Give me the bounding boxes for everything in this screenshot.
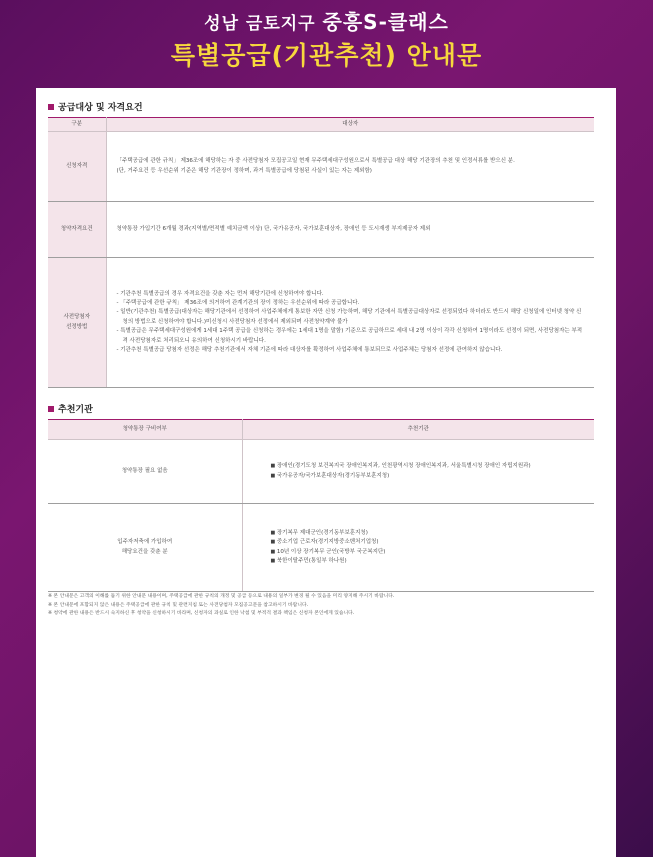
page-title: 특별공급(기관추천) 안내문 (170, 41, 483, 70)
brand-name: 중흥S-클래스 (322, 10, 449, 34)
row-label: 청약통장 필요 없음 (48, 440, 242, 504)
footnote: ※ 본 안내문에 포함되지 않은 내용은 주택공급에 관한 규칙 및 관련지침 또는 사전당첨자 모집공고문을 참고하시기 바랍니다. (48, 602, 309, 608)
table-row (48, 440, 594, 504)
table-header-row (48, 420, 594, 440)
list-item: ■ 장애인(경기도청 보건복지국 장애인복지과, 인천광역시청 장애인복지과, 서울특별시청 장애인 자립지원과) (271, 462, 595, 471)
table-row (48, 504, 594, 592)
square-bullet-icon (48, 104, 54, 110)
row-label: 청약자격요건 (48, 202, 106, 258)
list-item: ■ 10년 이상 장기복무 군인(국방부 국군복지단) (271, 548, 595, 557)
section-title-agencies: 추천기관 (48, 402, 93, 415)
column-header: 구분 (48, 118, 106, 132)
section-title-eligibility: 공급대상 및 자격요건 (48, 100, 143, 113)
column-header: 청약통장 구비여부 (48, 420, 242, 440)
row-label: 신청자격 (48, 132, 106, 202)
subtitle-prefix: 성남 금토지구 (204, 14, 316, 34)
row-label: 사전당첨자 선정방법 (48, 258, 106, 388)
row-value: 「주택공급에 관한 규칙」 제36조에 해당하는 자 중 사전당첨자 모집공고일 현재 무주택세대구성원으로서 특별공급 대상 해당 기관장의 추천 및 인정서류를 받으신 분. (단, 거주요건 등 우선순위 기준은 해당 기관장이 정하며, 과거 특별공급에 당첨된 사실이 있는 자는 제외함) (106, 132, 594, 202)
table-row (48, 132, 594, 202)
row-value (242, 440, 594, 504)
row-value (242, 504, 594, 592)
column-header: 대상자 (106, 118, 594, 132)
header (0, 0, 653, 90)
square-bullet-icon (48, 406, 54, 412)
row-value: - 기관추천 특별공급의 경우 자격요건을 갖춘 자는 먼저 해당기관에 신청하여야 합니다. - 「주택공급에 관한 규칙」 제36조에 의거하여 관계기관의 장이 정하는 우선순위에 따라 공급합니다. - 일반(기관추천) 특별공급(대상자는 해당기관에서 선정하여 사업주체에게 통보한 자만 신청 가능하며, 해당 기관에서 특별공급대상자로 선정되었다 하더라도 반드시 해당 신청일에 인터넷 청약 신청의 방법으로 신청하여야 합니다.)미신청시 사전당첨자 선정에서 제외되며 사전청약계약 불가 - 특별공급은 무주택세대구성원에게 1세대 1주택 공급을 신청하는 경우에는 1세대 1명을 말함) 기준으로 공급하므로 세대 내 2명 이상이 각각 신청하여 1명이라도 선정이 되면, 사전당첨자는 부적격 사전당첨자로 처리되오니 유의하여 신청하시기 바랍니다. - 기관추천 특별공급 당첨자 선정은 해당 추천기관에서 자체 기준에 따라 대상자를 확정하여 사업주체에 통보되므로 사업주체는 당첨자 선정에 관여하지 않습니다. (106, 258, 594, 388)
footnote: ※ 본 안내문은 고객의 이해를 돕기 위한 안내문 내용이며, 주택공급에 관한 규칙의 개정 및 공급 등으로 내용의 일부가 변경 될 수 있음을 미리 양지해 주시기 바랍니다. (48, 594, 395, 599)
column-header: 추천기관 (242, 420, 594, 440)
list-item: ■ 북한이탈주민(통일부 하나원) (271, 557, 595, 566)
list-item: ■ 국가유공자/국가보훈대상자(경기동부보훈지청) (271, 472, 595, 481)
table-header-row (48, 118, 594, 132)
footnote: ※ 청약에 관한 내용은 반드시 숙지하신 후 청약을 신청하시기 바라며, 신청자의 과실로 인한 낙첨 및 부적격 결과 책임은 신청자 본인에게 있습니다. (48, 611, 355, 617)
document-page (36, 88, 616, 857)
row-label: 입주자저축에 가입하여 해당요건을 갖춘 분 (48, 504, 242, 592)
row-value: 청약통장 가입기간 6개월 경과(지역별/면적별 예치금액 이상) 단, 국가유공자, 국가보훈대상자, 장애인 등 도시재생 부지제공자 제외 (106, 202, 594, 258)
footnotes (48, 593, 598, 619)
table-row (48, 258, 594, 388)
table-row (48, 202, 594, 258)
page-subtitle (0, 6, 653, 35)
agency-table (48, 419, 594, 592)
list-item: ■ 중소기업 근로자(경기지방중소벤처기업청) (271, 538, 595, 547)
eligibility-table (48, 117, 594, 388)
list-item: ■ 장기복무 제대군인(경기동부보훈지청) (271, 529, 595, 538)
